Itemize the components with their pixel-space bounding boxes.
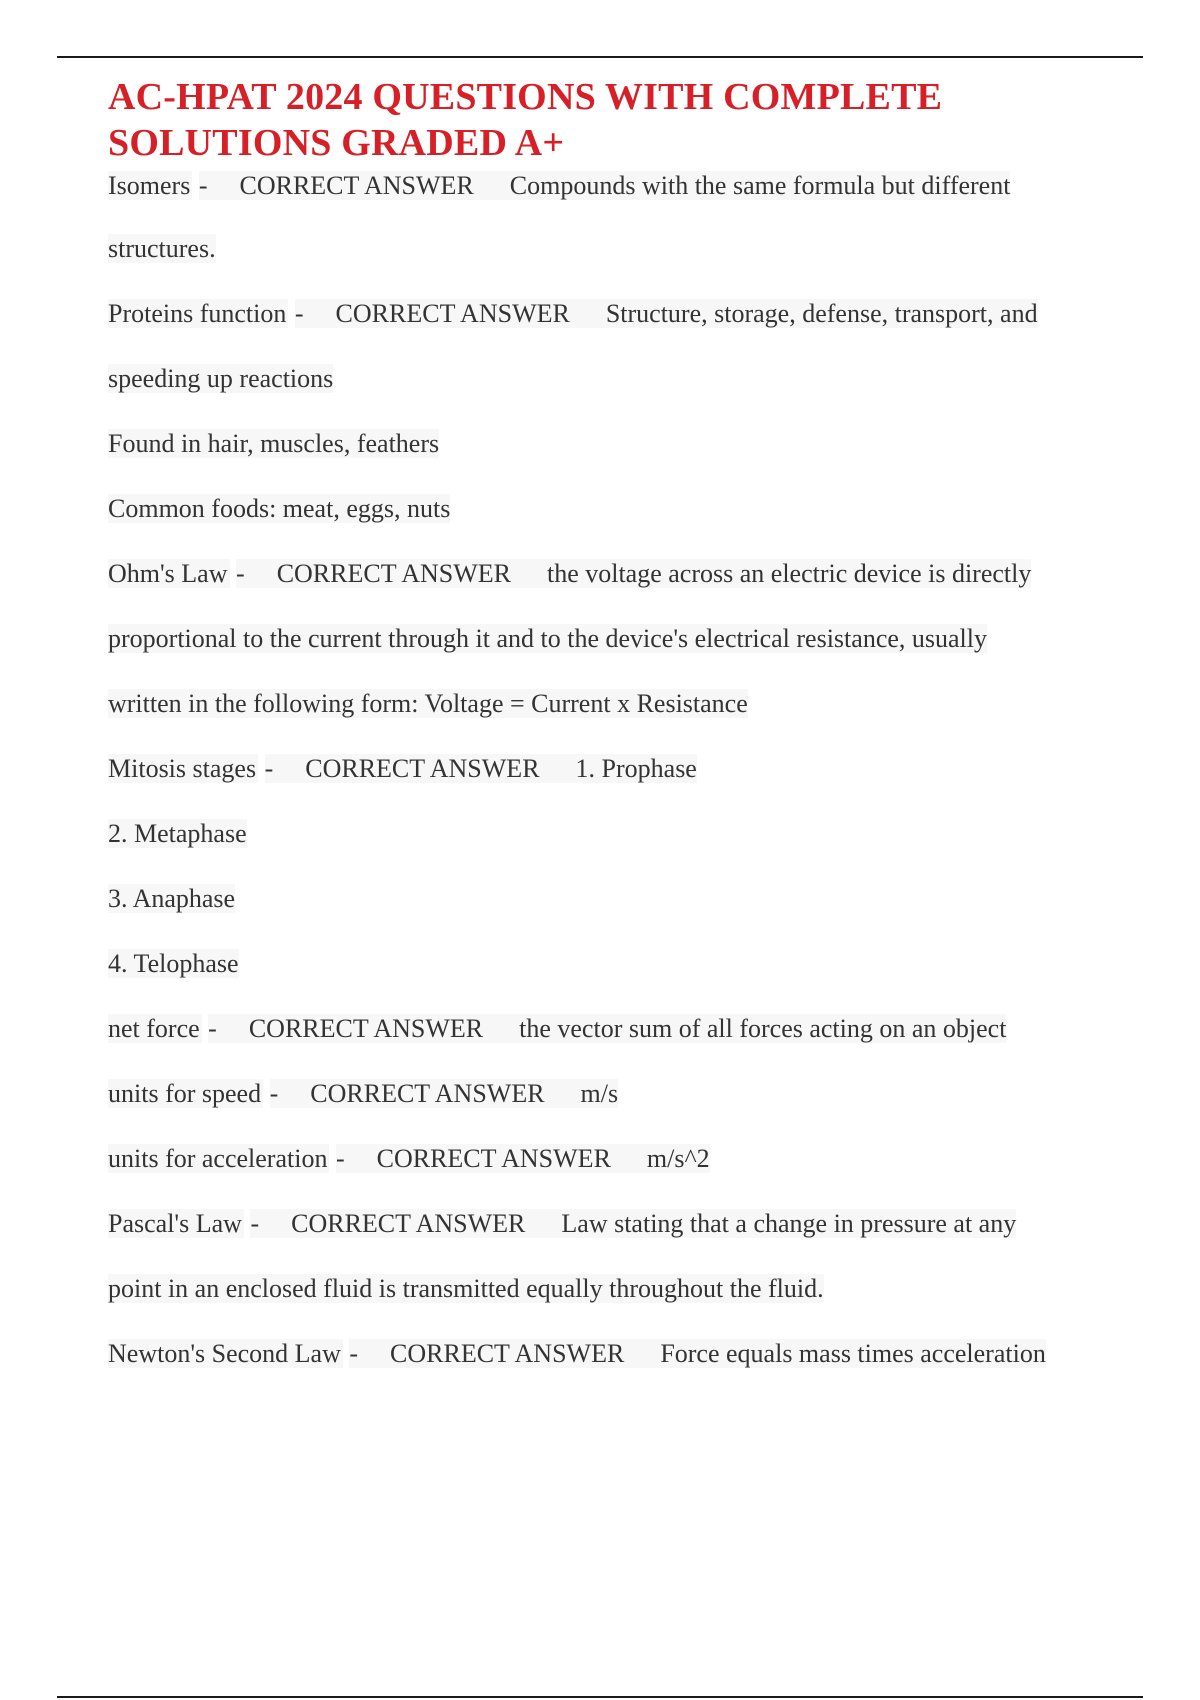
answer-continuation-line bbox=[108, 346, 1148, 411]
separator-dash: - bbox=[199, 171, 214, 200]
correct-answer-label: CORRECT ANSWER bbox=[223, 1014, 495, 1043]
separator-dash: - bbox=[208, 1014, 223, 1043]
answer-continuation-text: Found in hair, muscles, feathers bbox=[108, 429, 440, 458]
separator-dash: - bbox=[295, 299, 310, 328]
answer-continuation-line bbox=[108, 1256, 1148, 1321]
answer-continuation-line bbox=[108, 671, 1148, 736]
document-title bbox=[108, 74, 1148, 166]
correct-answer-label: CORRECT ANSWER bbox=[310, 299, 582, 328]
separator-dash: - bbox=[336, 1144, 351, 1173]
answer-continuation-text: 4. Telophase bbox=[108, 949, 239, 978]
answer-text: Force equals mass times acceleration bbox=[636, 1339, 1046, 1368]
correct-answer-label: CORRECT ANSWER bbox=[265, 1209, 537, 1238]
question-term: Pascal's Law bbox=[108, 1209, 242, 1238]
qa-item bbox=[108, 281, 1148, 346]
answer-continuation-text: 2. Metaphase bbox=[108, 819, 247, 848]
question-term: Isomers bbox=[108, 171, 191, 200]
answer-text: m/s^2 bbox=[623, 1144, 710, 1173]
answer-continuation-line bbox=[108, 476, 1148, 541]
separator-dash: - bbox=[250, 1209, 265, 1238]
answer-text: Structure, storage, defense, transport, and bbox=[582, 299, 1038, 328]
qa-item bbox=[108, 541, 1148, 606]
question-term: net force bbox=[108, 1014, 200, 1043]
answer-continuation-line bbox=[108, 801, 1148, 866]
answer-text: the vector sum of all forces acting on an object bbox=[495, 1014, 1006, 1043]
answer-continuation-text: structures. bbox=[108, 234, 216, 263]
question-term: Mitosis stages bbox=[108, 754, 257, 783]
answer-continuation-text: point in an enclosed fluid is transmitted equally throughout the fluid. bbox=[108, 1274, 824, 1303]
question-term: units for speed bbox=[108, 1079, 262, 1108]
answer-text: m/s bbox=[557, 1079, 619, 1108]
qa-item bbox=[108, 736, 1148, 801]
document-body bbox=[108, 74, 1148, 1386]
qa-item bbox=[108, 1191, 1148, 1256]
separator-dash: - bbox=[349, 1339, 364, 1368]
answer-text: 1. Prophase bbox=[552, 754, 697, 783]
answer-continuation-line bbox=[108, 931, 1148, 996]
answer-continuation-line bbox=[108, 411, 1148, 476]
correct-answer-label: CORRECT ANSWER bbox=[214, 171, 486, 200]
answer-continuation-line bbox=[108, 866, 1148, 931]
title-line-1: AC-HPAT 2024 QUESTIONS WITH COMPLETE bbox=[108, 76, 943, 118]
answer-continuation-text: written in the following form: Voltage = Current x Resistance bbox=[108, 689, 748, 718]
answer-continuation-line bbox=[108, 606, 1148, 671]
answer-text: Compounds with the same formula but different bbox=[486, 171, 1011, 200]
qa-item bbox=[108, 1061, 1148, 1126]
answer-continuation-text: speeding up reactions bbox=[108, 364, 334, 393]
qa-list bbox=[108, 166, 1148, 1386]
bottom-rule bbox=[57, 1696, 1143, 1698]
correct-answer-label: CORRECT ANSWER bbox=[351, 1144, 623, 1173]
qa-item bbox=[108, 1321, 1148, 1386]
qa-item bbox=[108, 1126, 1148, 1191]
correct-answer-label: CORRECT ANSWER bbox=[364, 1339, 636, 1368]
qa-item bbox=[108, 996, 1148, 1061]
correct-answer-label: CORRECT ANSWER bbox=[284, 1079, 556, 1108]
question-term: Proteins function bbox=[108, 299, 287, 328]
correct-answer-label: CORRECT ANSWER bbox=[279, 754, 551, 783]
correct-answer-label: CORRECT ANSWER bbox=[251, 559, 523, 588]
qa-item bbox=[108, 166, 1148, 216]
answer-continuation-text: Common foods: meat, eggs, nuts bbox=[108, 494, 451, 523]
question-term: Newton's Second Law bbox=[108, 1339, 341, 1368]
separator-dash: - bbox=[270, 1079, 285, 1108]
separator-dash: - bbox=[236, 559, 251, 588]
answer-text: the voltage across an electric device is directly bbox=[523, 559, 1031, 588]
question-term: units for acceleration bbox=[108, 1144, 328, 1173]
title-line-2: SOLUTIONS GRADED A+ bbox=[108, 122, 565, 164]
question-term: Ohm's Law bbox=[108, 559, 228, 588]
answer-text: Law stating that a change in pressure at any bbox=[537, 1209, 1016, 1238]
top-rule bbox=[57, 56, 1143, 58]
answer-continuation-text: 3. Anaphase bbox=[108, 884, 236, 913]
answer-continuation-line bbox=[108, 216, 1148, 281]
separator-dash: - bbox=[265, 754, 280, 783]
answer-continuation-text: proportional to the current through it and to the device's electrical resistance, usually bbox=[108, 624, 987, 653]
